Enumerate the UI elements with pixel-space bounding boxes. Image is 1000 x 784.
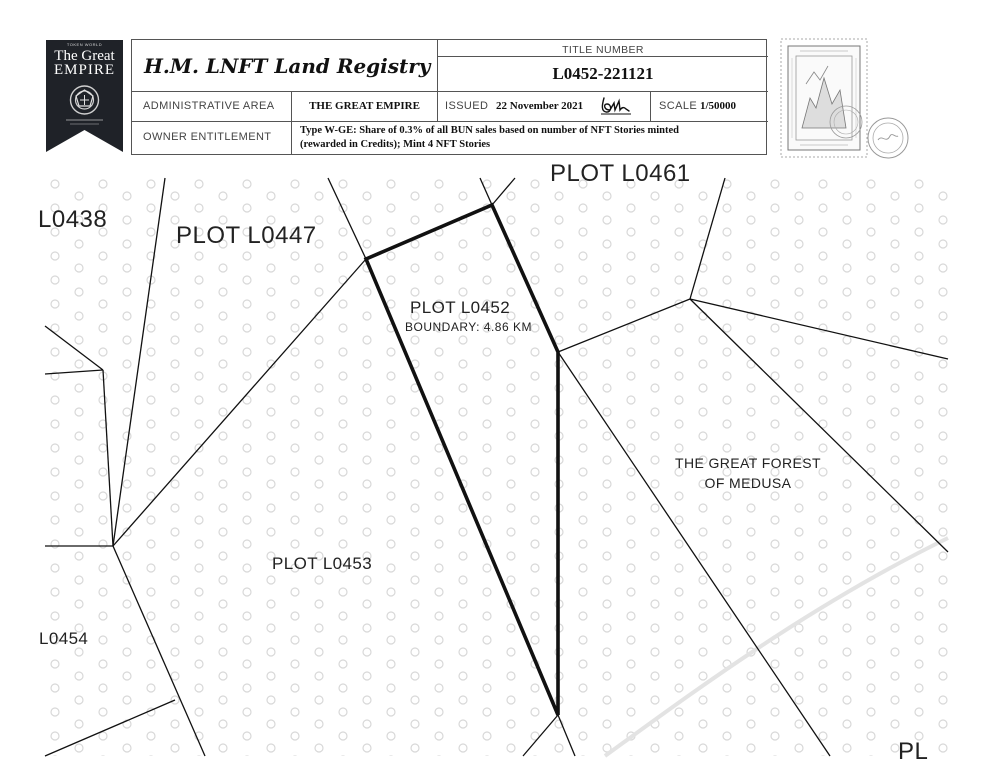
plot-label-l0452: PLOT L0452 <box>410 298 511 317</box>
forest-label <box>675 453 821 493</box>
owner-entitlement-line-1: Type W-GE: Share of 0.3% of all BUN sales based on number of NFT Stories minted <box>300 125 679 136</box>
plot-map <box>38 160 948 765</box>
plot-label-l0454: L0454 <box>39 629 89 648</box>
round-seal-icon <box>866 116 910 160</box>
admin-area-cell <box>292 92 438 122</box>
banner-small-text: TOKEN WORLD <box>66 42 103 47</box>
admin-area-label: ADMINISTRATIVE AREA <box>143 100 275 112</box>
title-number-label: TITLE NUMBER <box>562 44 644 56</box>
banner-line-1: The Great <box>54 48 115 64</box>
title-number-label-cell <box>438 40 768 57</box>
signature-icon <box>598 95 634 117</box>
admin-area-label-cell <box>132 92 292 122</box>
issued-date: 22 November 2021 <box>496 100 584 112</box>
plot-l0452-boundary-length: BOUNDARY: 4.86 KM <box>405 320 532 334</box>
plot-label-l0461: PLOT L0461 <box>550 160 691 187</box>
plot-label-l0447: PLOT L0447 <box>176 222 317 249</box>
owner-label-cell <box>132 122 292 154</box>
plot-label-edge: PL <box>898 738 929 765</box>
registry-title: H.M. LNFT Land Registry <box>144 54 431 78</box>
forest-label-line-2: OF MEDUSA <box>704 475 792 491</box>
forest-label-line-1: THE GREAT FOREST <box>675 455 821 471</box>
great-empire-banner-logo <box>46 40 123 152</box>
plot-label-l0438: L0438 <box>38 206 108 233</box>
scale-cell <box>651 92 768 122</box>
registry-title-cell <box>132 40 438 92</box>
plot-label-l0453: PLOT L0453 <box>272 554 373 573</box>
issued-cell <box>438 92 651 122</box>
postage-stamp-icon <box>780 38 868 158</box>
issued-label: ISSUED <box>445 100 489 112</box>
admin-area-value: THE GREAT EMPIRE <box>309 100 420 112</box>
owner-entitlement-line-2: (rewarded in Credits); Mint 4 NFT Stories <box>300 139 491 150</box>
owner-entitlement-label: OWNER ENTITLEMENT <box>143 131 272 143</box>
title-number-cell <box>438 57 768 92</box>
owner-entitlement-cell <box>292 122 768 154</box>
banner-line-2: EMPIRE <box>53 62 115 78</box>
title-header-table <box>131 39 767 155</box>
scale-label: SCALE <box>659 100 698 112</box>
title-number: L0452-221121 <box>552 64 654 83</box>
scale-value: 1/50000 <box>700 100 737 112</box>
